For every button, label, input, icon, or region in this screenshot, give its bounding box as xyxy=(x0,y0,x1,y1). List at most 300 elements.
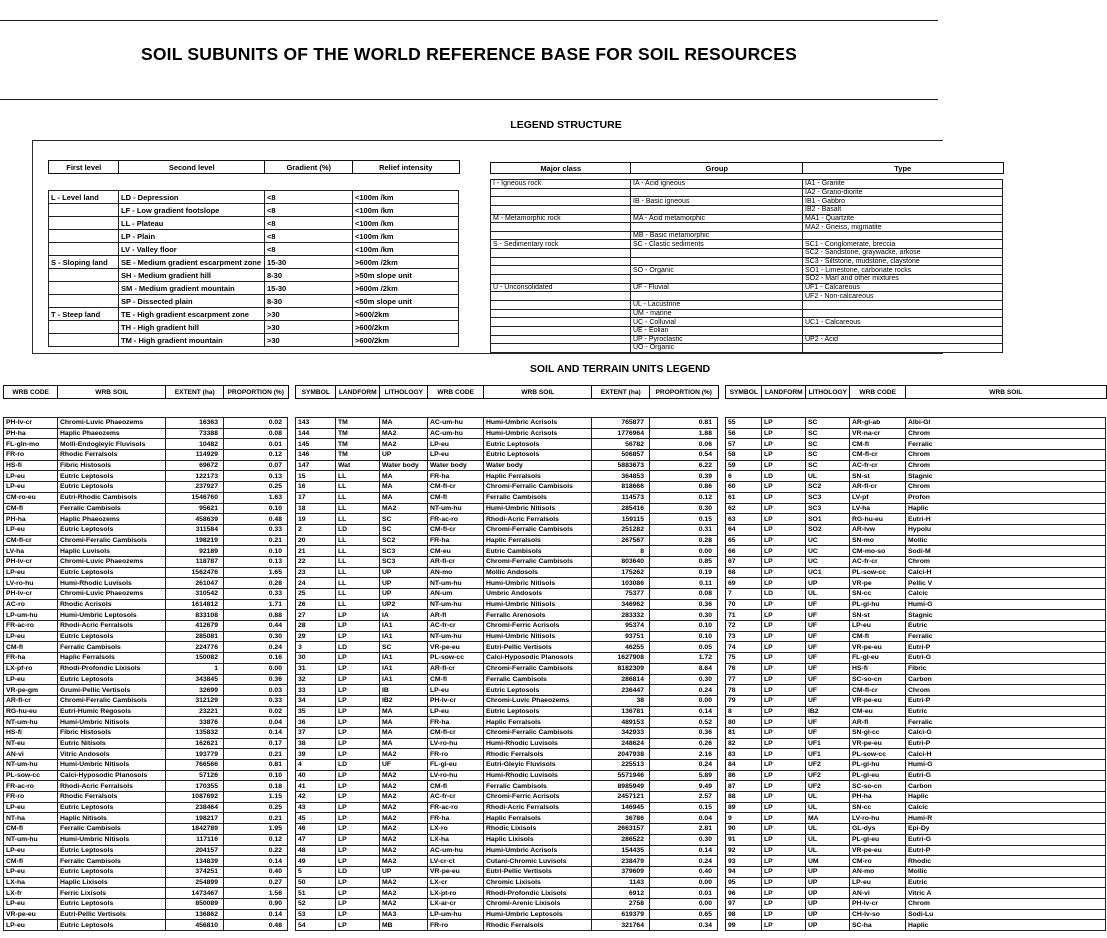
table-cell: 32 xyxy=(296,675,336,686)
table-cell: 82 xyxy=(726,739,762,750)
table-cell: Calci-Hyposodic Planosols xyxy=(484,653,592,664)
table-cell: <100m /km xyxy=(353,191,459,204)
table-cell: SC-so-cn xyxy=(850,781,906,792)
table-cell: LP-eu xyxy=(850,878,906,889)
lithology-legend-table xyxy=(490,179,1003,353)
table-cell: LP xyxy=(762,557,806,568)
table-cell: UF xyxy=(806,685,850,696)
table-cell: Ferralic Cambisols xyxy=(58,824,166,835)
table-cell: Humi-Umbric Nitisols xyxy=(484,632,592,643)
table-cell: MA2 xyxy=(380,813,428,824)
table-cell: LP xyxy=(336,707,380,718)
table-cell: IB1 - Gabbro xyxy=(803,197,1003,206)
table-cell: Ferralic Cambisols xyxy=(484,675,592,686)
table-cell: UM xyxy=(806,856,850,867)
table-cell xyxy=(49,269,119,282)
table-cell: PH-ha xyxy=(4,429,58,440)
table-cell: Haplic xyxy=(906,792,1106,803)
table-cell: 456810 xyxy=(166,920,224,931)
table-cell: 0.39 xyxy=(650,471,718,482)
table-cell: LX-ha xyxy=(428,835,484,846)
table-cell: Mollic xyxy=(906,867,1106,878)
table-cell: 0.30 xyxy=(650,675,718,686)
table-cell: 58 xyxy=(726,450,762,461)
table-cell: SC3 xyxy=(380,546,428,557)
table-cell: SC xyxy=(380,525,428,536)
table-cell: 136781 xyxy=(592,707,650,718)
table-cell: 321764 xyxy=(592,920,650,931)
table-cell: 0.14 xyxy=(650,846,718,857)
table-cell: PL-gl-eu xyxy=(850,835,906,846)
table-cell: AR-fl-cr xyxy=(850,482,906,493)
table-cell: VR-pe-eu xyxy=(850,696,906,707)
table-cell: UF xyxy=(806,621,850,632)
table-cell: 1546760 xyxy=(166,493,224,504)
table-cell: 0.28 xyxy=(224,578,288,589)
table-cell: 0.36 xyxy=(224,675,288,686)
table-cell: >30 xyxy=(265,334,353,347)
table-cell: PL-sow-cc xyxy=(4,771,58,782)
table-cell: MB xyxy=(380,920,428,931)
table-cell: Humi-R xyxy=(906,813,1106,824)
table-cell: 15-30 xyxy=(265,256,353,269)
table-cell: 0.30 xyxy=(224,632,288,643)
table-cell: UC1 - Calcareous xyxy=(803,318,1003,327)
table-cell xyxy=(491,336,631,345)
table-cell: UF xyxy=(806,728,850,739)
table-cell: 285416 xyxy=(592,504,650,515)
table-cell: 1627908 xyxy=(592,653,650,664)
table-cell: Eutric Leptosols xyxy=(58,632,166,643)
table-cell: Chrom xyxy=(906,450,1106,461)
table-cell: CM-fl xyxy=(428,781,484,792)
table-cell: Ferralic Cambisols xyxy=(58,642,166,653)
table-cell: 8182309 xyxy=(592,664,650,675)
table-cell: LP-eu xyxy=(4,803,58,814)
table-cell: L - Level land xyxy=(49,191,119,204)
table-cell: 0.31 xyxy=(650,525,718,536)
table-cell: AC-fr-cr xyxy=(428,792,484,803)
table-cell: 2.81 xyxy=(650,824,718,835)
table-cell: UF - Fluvial xyxy=(631,284,803,293)
table-cell: FR-ha xyxy=(4,653,58,664)
table-cell: LP-eu xyxy=(4,867,58,878)
table-cell: 97 xyxy=(726,899,762,910)
table-cell: 619379 xyxy=(592,910,650,921)
table-cell: Ferralic xyxy=(906,632,1106,643)
table-cell: 0.03 xyxy=(224,685,288,696)
table-cell: Carbon xyxy=(906,781,1106,792)
table-cell: Eutric Leptosols xyxy=(58,899,166,910)
table-cell: Rhodi-Acric Ferralsols xyxy=(484,803,592,814)
table-cell: 261047 xyxy=(166,578,224,589)
table-cell: LP xyxy=(336,664,380,675)
table-cell: Calci-H xyxy=(906,749,1106,760)
table-cell: CM-fl xyxy=(4,642,58,653)
table-cell: 0.30 xyxy=(650,610,718,621)
table-cell: 46 xyxy=(296,824,336,835)
table-cell: 506857 xyxy=(592,450,650,461)
table-cell: IB2 xyxy=(380,696,428,707)
table-cell: 21 xyxy=(296,546,336,557)
table-cell: LP xyxy=(762,781,806,792)
table-cell: UF2 xyxy=(806,771,850,782)
table-cell: LP xyxy=(762,878,806,889)
table-cell: UP - Pyroclastic xyxy=(631,336,803,345)
table-cell: Rhodic Acrisols xyxy=(58,600,166,611)
table-cell: VR-pe-eu xyxy=(850,846,906,857)
table-cell: 1.65 xyxy=(224,568,288,579)
table-cell: 135832 xyxy=(166,728,224,739)
table-cell: CM-fl-cr xyxy=(4,536,58,547)
table-cell: 0.19 xyxy=(650,568,718,579)
table-cell: UF2 xyxy=(806,781,850,792)
table-cell: Humi-Rhodic Luvisols xyxy=(484,771,592,782)
table-cell xyxy=(491,232,631,241)
table-cell: LP xyxy=(336,920,380,931)
table-cell: LP xyxy=(336,675,380,686)
table-cell: Haplic Ferralsols xyxy=(484,471,592,482)
table-cell xyxy=(49,295,119,308)
table-cell: 0.08 xyxy=(224,429,288,440)
table-cell: 8.64 xyxy=(650,664,718,675)
table-cell: AN-um xyxy=(428,589,484,600)
table-cell: 65 xyxy=(726,536,762,547)
soil-units-heading: SOIL AND TERRAIN UNITS LEGEND xyxy=(529,363,711,375)
table-cell: VR-pe-eu xyxy=(428,867,484,878)
table-cell: Chromi-Ferric Acrisols xyxy=(484,621,592,632)
table-cell: 1.15 xyxy=(224,792,288,803)
table-cell xyxy=(491,327,631,336)
table-cell: 0.05 xyxy=(650,642,718,653)
table-cell: LP xyxy=(762,504,806,515)
table-cell: LP-eu xyxy=(428,685,484,696)
table-cell: 79 xyxy=(726,696,762,707)
table-cell: S - Sedimentary rock xyxy=(491,240,631,249)
table-cell: SC1 - Conglomerate, breccia xyxy=(803,240,1003,249)
table-cell: LP xyxy=(336,878,380,889)
table-cell: 103086 xyxy=(592,578,650,589)
table-cell xyxy=(631,189,803,198)
table-cell: 1614812 xyxy=(166,600,224,611)
table-cell: 10482 xyxy=(166,439,224,450)
table-cell: 193779 xyxy=(166,749,224,760)
table-cell: SC-ha xyxy=(850,920,906,931)
table-cell: LP xyxy=(762,792,806,803)
table-cell: Cutani-Chromic Luvisols xyxy=(484,856,592,867)
table-cell: LP xyxy=(336,781,380,792)
table-cell: LD - Depression xyxy=(119,191,265,204)
table-cell: 0.06 xyxy=(650,439,718,450)
table-cell: Stagnic xyxy=(906,471,1106,482)
table-cell: WRB SOIL xyxy=(483,385,593,399)
table-cell: 80 xyxy=(726,717,762,728)
table-cell: Relief intensity xyxy=(352,160,460,174)
table-cell: MB - Basic metamorphic xyxy=(631,232,803,241)
table-cell: UP xyxy=(380,568,428,579)
table-cell: 38 xyxy=(296,739,336,750)
table-cell: 136862 xyxy=(166,910,224,921)
table-cell xyxy=(491,301,631,310)
table-cell: Chromi-Ferralic Cambisols xyxy=(58,696,166,707)
table-cell: IB2 - Basalt xyxy=(803,206,1003,215)
table-cell: 0.00 xyxy=(650,546,718,557)
table-cell: LP xyxy=(762,675,806,686)
table-cell: 69672 xyxy=(166,461,224,472)
table-cell xyxy=(491,318,631,327)
table-cell: PH-lv-cr xyxy=(4,589,58,600)
table-cell: 42 xyxy=(296,792,336,803)
table-cell: NT-um-hu xyxy=(428,632,484,643)
table-cell: Calci-Hyposodic Planosols xyxy=(58,771,166,782)
soil-table-block-c xyxy=(725,417,1106,931)
table-cell: 346962 xyxy=(592,600,650,611)
table-cell: UF xyxy=(806,675,850,686)
table-cell: 833108 xyxy=(166,610,224,621)
table-cell: CM-ro-eu xyxy=(4,493,58,504)
table-cell: LP-eu xyxy=(428,707,484,718)
table-cell: WRB SOIL xyxy=(905,385,1107,399)
table-cell: CM-fl xyxy=(4,504,58,515)
soil-table-header-block-c xyxy=(725,385,1105,399)
table-cell: 95621 xyxy=(166,504,224,515)
table-cell: 95374 xyxy=(592,621,650,632)
table-cell: M - Metamorphic rock xyxy=(491,215,631,224)
table-cell: LP-eu xyxy=(4,675,58,686)
table-cell: 74 xyxy=(726,642,762,653)
table-cell: Eutri-P xyxy=(906,696,1106,707)
table-cell: LP xyxy=(336,717,380,728)
table-cell: Fibric Histosols xyxy=(58,728,166,739)
table-cell: 0.13 xyxy=(224,557,288,568)
table-cell: Pellic V xyxy=(906,578,1106,589)
table-cell: 0.48 xyxy=(224,514,288,525)
table-cell: 93751 xyxy=(592,632,650,643)
table-cell: 803640 xyxy=(592,557,650,568)
table-cell: 0.24 xyxy=(650,685,718,696)
table-cell: CM-eu xyxy=(428,546,484,557)
table-cell: LP xyxy=(762,439,806,450)
table-cell: SC xyxy=(806,439,850,450)
table-cell: LF - Low gradient footslope xyxy=(119,204,265,217)
table-cell: 0.33 xyxy=(224,589,288,600)
table-cell: Umbric Andosols xyxy=(484,589,592,600)
table-cell: 0.33 xyxy=(224,525,288,536)
table-cell: 75 xyxy=(726,653,762,664)
table-cell: 0.00 xyxy=(650,878,718,889)
table-cell: 765877 xyxy=(592,418,650,429)
table-cell: LX-cr xyxy=(428,878,484,889)
table-cell: 1.95 xyxy=(224,824,288,835)
table-cell: 114573 xyxy=(592,493,650,504)
table-cell: 204157 xyxy=(166,846,224,857)
table-cell: T - Steep land xyxy=(49,308,119,321)
table-cell: FR-ha xyxy=(428,813,484,824)
table-cell: 25 xyxy=(296,589,336,600)
terrain-legend-table xyxy=(48,190,459,347)
table-cell: 71 xyxy=(726,610,762,621)
table-cell: LP xyxy=(336,835,380,846)
table-cell: 0.13 xyxy=(224,471,288,482)
table-cell: LP xyxy=(762,771,806,782)
table-cell: LP xyxy=(762,600,806,611)
table-cell: 18 xyxy=(296,504,336,515)
table-cell: 88 xyxy=(726,792,762,803)
table-cell: Epi-Dy xyxy=(906,824,1106,835)
table-cell: 146 xyxy=(296,450,336,461)
table-cell: CM-fl xyxy=(4,856,58,867)
table-cell: VR-pe-eu xyxy=(850,642,906,653)
table-cell: 1087692 xyxy=(166,792,224,803)
table-cell: >600/2km xyxy=(353,334,459,347)
table-cell: UF xyxy=(806,717,850,728)
table-cell: 2457121 xyxy=(592,792,650,803)
table-cell: SC3 xyxy=(806,504,850,515)
table-cell: UL xyxy=(806,803,850,814)
table-cell: 285081 xyxy=(166,632,224,643)
table-cell: LP xyxy=(762,888,806,899)
table-cell: 2663157 xyxy=(592,824,650,835)
table-cell: LP xyxy=(762,824,806,835)
table-cell: 72 xyxy=(726,621,762,632)
table-cell: Humi-Umbric Acrisols xyxy=(484,846,592,857)
table-cell: 237927 xyxy=(166,482,224,493)
table-cell: 50 xyxy=(296,878,336,889)
table-cell: Eutric Leptosols xyxy=(58,920,166,931)
table-cell: 310542 xyxy=(166,589,224,600)
table-cell: Eutri-Pellic Vertisols xyxy=(484,642,592,653)
table-cell: 17 xyxy=(296,493,336,504)
page-title: SOIL SUBUNITS OF THE WORLD REFERENCE BASE FOR SOIL RESOURCES xyxy=(141,44,797,64)
table-cell: FR-ac-ro xyxy=(4,781,58,792)
table-cell: 0.01 xyxy=(650,888,718,899)
table-cell: MA1 - Quartzite xyxy=(803,215,1003,224)
table-cell: Chromi-Arenic Lixisols xyxy=(484,899,592,910)
table-cell: 57 xyxy=(726,439,762,450)
table-cell: 86 xyxy=(726,771,762,782)
table-cell: 8 xyxy=(726,707,762,718)
table-cell: 1776964 xyxy=(592,429,650,440)
table-cell: SN-cc xyxy=(850,803,906,814)
table-cell xyxy=(49,230,119,243)
table-cell: AR-gl-ab xyxy=(850,418,906,429)
table-cell: Eutri-P xyxy=(906,739,1106,750)
table-cell: Chromi-Luvic Phaeozems xyxy=(58,418,166,429)
table-cell: FR-ac-ro xyxy=(428,803,484,814)
table-cell: 60 xyxy=(726,482,762,493)
table-cell: Eutric Leptosols xyxy=(484,439,592,450)
table-cell: 154435 xyxy=(592,846,650,857)
table-cell: UC xyxy=(806,557,850,568)
table-cell: FR-ro xyxy=(4,792,58,803)
table-cell: 29 xyxy=(296,632,336,643)
table-cell: UF1 xyxy=(806,749,850,760)
table-cell: SO2 xyxy=(806,525,850,536)
table-cell: LP xyxy=(762,482,806,493)
table-cell: LP xyxy=(336,899,380,910)
table-cell: 150082 xyxy=(166,653,224,664)
table-cell: 59 xyxy=(726,461,762,472)
table-cell: 56 xyxy=(726,429,762,440)
table-cell: LP xyxy=(762,685,806,696)
table-cell: PH-lv-cr xyxy=(4,418,58,429)
table-cell: PL-gl-eu xyxy=(850,771,906,782)
table-cell xyxy=(491,206,631,215)
table-cell: LP xyxy=(762,632,806,643)
table-cell: <100m /km xyxy=(353,243,459,256)
table-cell: AC-ro xyxy=(4,600,58,611)
table-cell: UP xyxy=(806,878,850,889)
table-cell: AC-fr-cr xyxy=(850,557,906,568)
table-cell: UL xyxy=(806,824,850,835)
table-cell: IB2 xyxy=(806,707,850,718)
table-cell: IA2 - Grano-diorite xyxy=(803,189,1003,198)
table-cell: 0.44 xyxy=(224,621,288,632)
table-cell: 70 xyxy=(726,600,762,611)
table-cell: <8 xyxy=(265,230,353,243)
table-cell: 343845 xyxy=(166,675,224,686)
table-cell: 0.10 xyxy=(224,546,288,557)
table-cell: 311584 xyxy=(166,525,224,536)
table-cell: 0.12 xyxy=(224,450,288,461)
table-cell: LP xyxy=(336,739,380,750)
table-cell: Ferralic Cambisols xyxy=(484,493,592,504)
table-cell: 0.10 xyxy=(650,632,718,643)
table-cell: SC2 xyxy=(806,482,850,493)
table-cell: MA xyxy=(380,482,428,493)
table-cell: LP xyxy=(762,910,806,921)
table-cell: 0.22 xyxy=(224,846,288,857)
table-cell: 0.85 xyxy=(650,557,718,568)
table-cell: 2.57 xyxy=(650,792,718,803)
table-cell: 1 xyxy=(166,664,224,675)
table-cell: Major class xyxy=(490,162,632,174)
table-cell: Humi-Umbric Nitisols xyxy=(484,578,592,589)
table-cell: CM-fl-cr xyxy=(850,450,906,461)
table-cell: Eutric Leptosols xyxy=(58,471,166,482)
table-cell: FR-ha xyxy=(428,717,484,728)
table-cell: TE - High gradient escarpment zone xyxy=(119,308,265,321)
table-cell: 850089 xyxy=(166,899,224,910)
table-cell: MA2 - Gneiss, migmatite xyxy=(803,223,1003,232)
table-cell: 39 xyxy=(296,749,336,760)
table-cell: 33 xyxy=(296,685,336,696)
table-cell xyxy=(491,249,631,258)
table-cell: >600/2km xyxy=(353,321,459,334)
table-cell: 9.49 xyxy=(650,781,718,792)
table-cell: LV-cr-ct xyxy=(428,856,484,867)
table-cell: MA2 xyxy=(380,888,428,899)
table-cell: LD xyxy=(336,642,380,653)
table-cell: 0.90 xyxy=(224,899,288,910)
table-cell: 0.00 xyxy=(650,696,718,707)
table-cell: Eutric xyxy=(906,707,1106,718)
table-cell: Eutri-P xyxy=(906,846,1106,857)
table-cell: LP-eu xyxy=(4,568,58,579)
table-cell: MA xyxy=(380,717,428,728)
table-cell: 0.25 xyxy=(224,803,288,814)
table-cell: Chromi-Ferralic Cambisols xyxy=(484,664,592,675)
table-cell: 5571946 xyxy=(592,771,650,782)
table-cell: PH-ha xyxy=(4,514,58,525)
table-cell: NT-um-hu xyxy=(4,835,58,846)
table-cell: Water body xyxy=(484,461,592,472)
table-cell: LV-pf xyxy=(850,493,906,504)
table-cell: 52 xyxy=(296,899,336,910)
table-cell: 818666 xyxy=(592,482,650,493)
table-cell: LX-ha xyxy=(4,878,58,889)
table-cell: 2047938 xyxy=(592,749,650,760)
